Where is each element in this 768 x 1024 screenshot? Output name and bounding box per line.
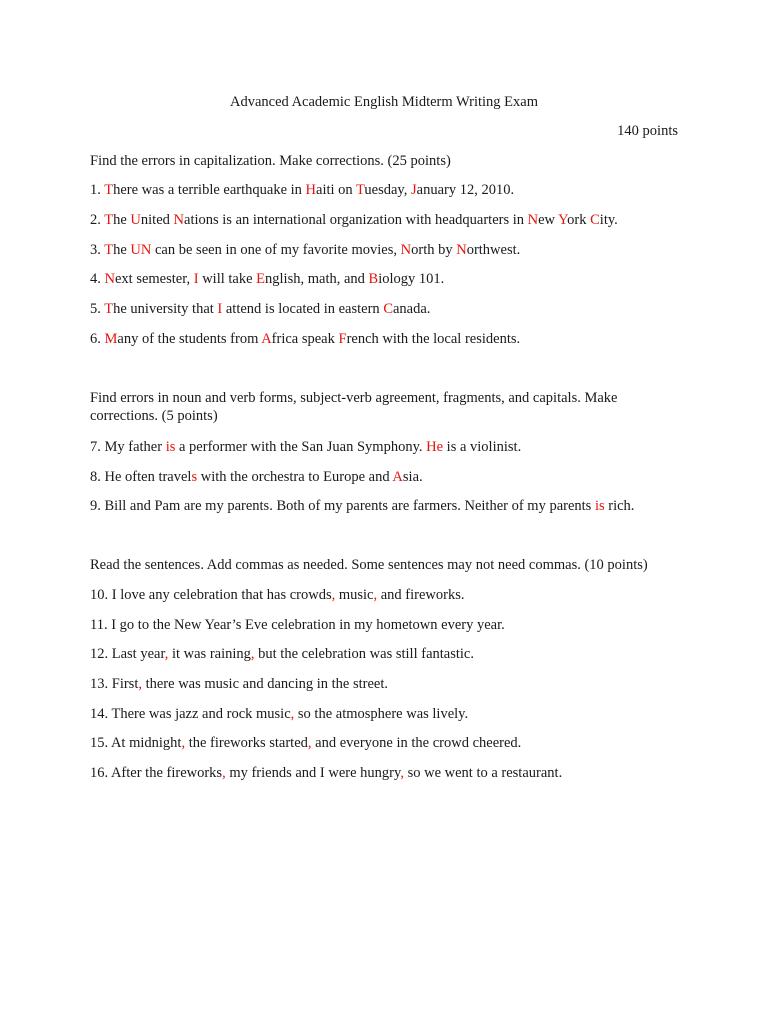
correction-mark: , [222, 765, 226, 781]
sentence-text: 5. [90, 301, 105, 317]
sentence-text: 13. First [90, 676, 139, 692]
sentence-text: 1. [90, 182, 105, 198]
sentence-text: 16. After the fireworks [90, 765, 223, 781]
correction-mark: T [356, 182, 365, 198]
section1-instructions: Find the errors in capitalization. Make corrections. (25 points) [90, 153, 451, 169]
correction-mark: , [331, 587, 336, 603]
correction-mark: J [410, 182, 417, 198]
correction-mark: , [250, 646, 255, 662]
sentence-text: ext semester, [114, 271, 194, 287]
sentence-text: is a violinist. [443, 439, 522, 455]
correction-mark: A [261, 331, 272, 347]
sentence-text: 3. [90, 242, 105, 258]
sentence-text: so the atmosphere was lively. [294, 706, 469, 722]
question-item [90, 586, 465, 604]
correction-mark: Y [558, 212, 568, 228]
correction-mark: , [181, 735, 186, 751]
sentence-text: there was music and dancing in the street. [141, 676, 388, 692]
sentence-text: 12. Last year [90, 646, 165, 662]
question-item [90, 675, 388, 693]
correction-mark: , [138, 676, 142, 692]
question-item [90, 468, 423, 486]
correction-mark: , [290, 706, 295, 722]
correction-mark: , [400, 765, 404, 781]
sentence-text: so we went to a restaurant. [403, 765, 563, 781]
correction-mark: U [130, 212, 141, 228]
total-points: 140 points [617, 123, 678, 139]
sentence-text: 15. At midnight [90, 735, 182, 751]
sentence-text: sia. [402, 469, 423, 485]
correction-mark: E [256, 271, 266, 287]
correction-mark: N [456, 242, 467, 258]
correction-mark: T [104, 242, 114, 258]
sentence-text: 4. [90, 271, 105, 287]
correction-mark: H [305, 182, 317, 198]
correction-mark: , [307, 735, 312, 751]
sentence-text: aiti on [316, 182, 357, 198]
correction-mark: N [400, 242, 412, 258]
correction-mark: I [193, 271, 199, 287]
correction-mark: N [527, 212, 539, 228]
sentence-text: nglish, math, and [265, 271, 369, 287]
sentence-text: 11. I go to the New Year’s Eve celebration in my hometown every year. [90, 617, 505, 633]
exam-title: Advanced Academic English Midterm Writing Exam [229, 94, 538, 110]
correction-mark: C [590, 212, 600, 228]
correction-mark: , [373, 587, 378, 603]
question-item [90, 438, 521, 456]
correction-mark: , [164, 646, 169, 662]
correction-mark: F [338, 331, 347, 347]
correction-mark: is [594, 498, 605, 514]
sentence-text: 14. There was jazz and rock music [90, 706, 291, 722]
correction-mark: is [165, 439, 176, 455]
correction-mark: He [426, 439, 444, 455]
sentence-text: 10. I love any celebration that has crowds [90, 587, 332, 603]
sentence-text: ations is an international organization with headquarters in [184, 212, 528, 228]
correction-mark: N [104, 271, 115, 287]
sentence-text: uesday, [364, 182, 411, 198]
sentence-text: anada. [392, 301, 431, 317]
section2-instructions: Find errors in noun and verb forms, subject-verb agreement, fragments, and capitals. Make corrections. (5 points) [90, 390, 618, 424]
correction-mark: C [383, 301, 393, 317]
sentence-text: and fireworks. [377, 587, 465, 603]
sentence-text: and everyone in the crowd cheered. [311, 735, 522, 751]
sentence-text: frica speak [271, 331, 339, 347]
question-item [90, 181, 514, 199]
sentence-text: he [113, 212, 131, 228]
sentence-text: ity. [599, 212, 618, 228]
correction-mark: A [392, 469, 403, 485]
sentence-text: attend is located in eastern [222, 301, 384, 317]
sentence-text: ork [567, 212, 591, 228]
question-item [90, 497, 634, 515]
question-item [90, 300, 430, 318]
sentence-text: nited [140, 212, 174, 228]
question-item [90, 241, 520, 259]
sentence-text: the fireworks started [185, 735, 308, 751]
sentence-text: ew [538, 212, 559, 228]
sentence-text: anuary 12, 2010. [416, 182, 515, 198]
question-item [90, 616, 505, 634]
sentence-text: but the celebration was still fantastic. [254, 646, 474, 662]
sentence-text: will take [198, 271, 257, 287]
sentence-text: rich. [604, 498, 635, 514]
correction-mark: B [368, 271, 379, 287]
sentence-text: orthwest. [466, 242, 521, 258]
question-item [90, 734, 521, 752]
question-item [90, 705, 468, 723]
sentence-text: iology 101. [378, 271, 445, 287]
sentence-text: rench with the local residents. [346, 331, 521, 347]
sentence-text: with the orchestra to Europe and [197, 469, 393, 485]
sentence-text: music [335, 587, 374, 603]
sentence-text: 8. He often travel [90, 469, 192, 485]
sentence-text: 2. [90, 212, 105, 228]
section3-instructions: Read the sentences. Add commas as needed. Some sentences may not need commas. (10 points) [90, 557, 648, 573]
correction-mark: I [217, 301, 223, 317]
question-item [90, 764, 562, 782]
sentence-text: can be seen in one of my favorite movies, [151, 242, 401, 258]
sentence-text: he [113, 242, 131, 258]
sentence-text: my friends and I were hungry [225, 765, 401, 781]
sentence-text: orth by [411, 242, 457, 258]
sentence-text: 7. My father [90, 439, 166, 455]
question-item [90, 330, 520, 348]
question-item [90, 270, 444, 288]
question-item [90, 645, 474, 663]
sentence-text: 6. [90, 331, 105, 347]
sentence-text: a performer with the San Juan Symphony. [175, 439, 427, 455]
sentence-text: any of the students from [117, 331, 262, 347]
correction-mark: T [104, 182, 114, 198]
correction-mark: T [104, 301, 114, 317]
correction-mark: T [104, 212, 114, 228]
correction-mark: s [191, 469, 198, 485]
correction-mark: M [104, 331, 118, 347]
correction-mark: UN [130, 242, 152, 258]
sentence-text: it was raining [168, 646, 251, 662]
question-item [90, 211, 618, 229]
sentence-text: 9. Bill and Pam are my parents. Both of my parents are farmers. Neither of my parents [90, 498, 595, 514]
correction-mark: N [173, 212, 185, 228]
sentence-text: he university that [113, 301, 218, 317]
sentence-text: here was a terrible earthquake in [113, 182, 306, 198]
